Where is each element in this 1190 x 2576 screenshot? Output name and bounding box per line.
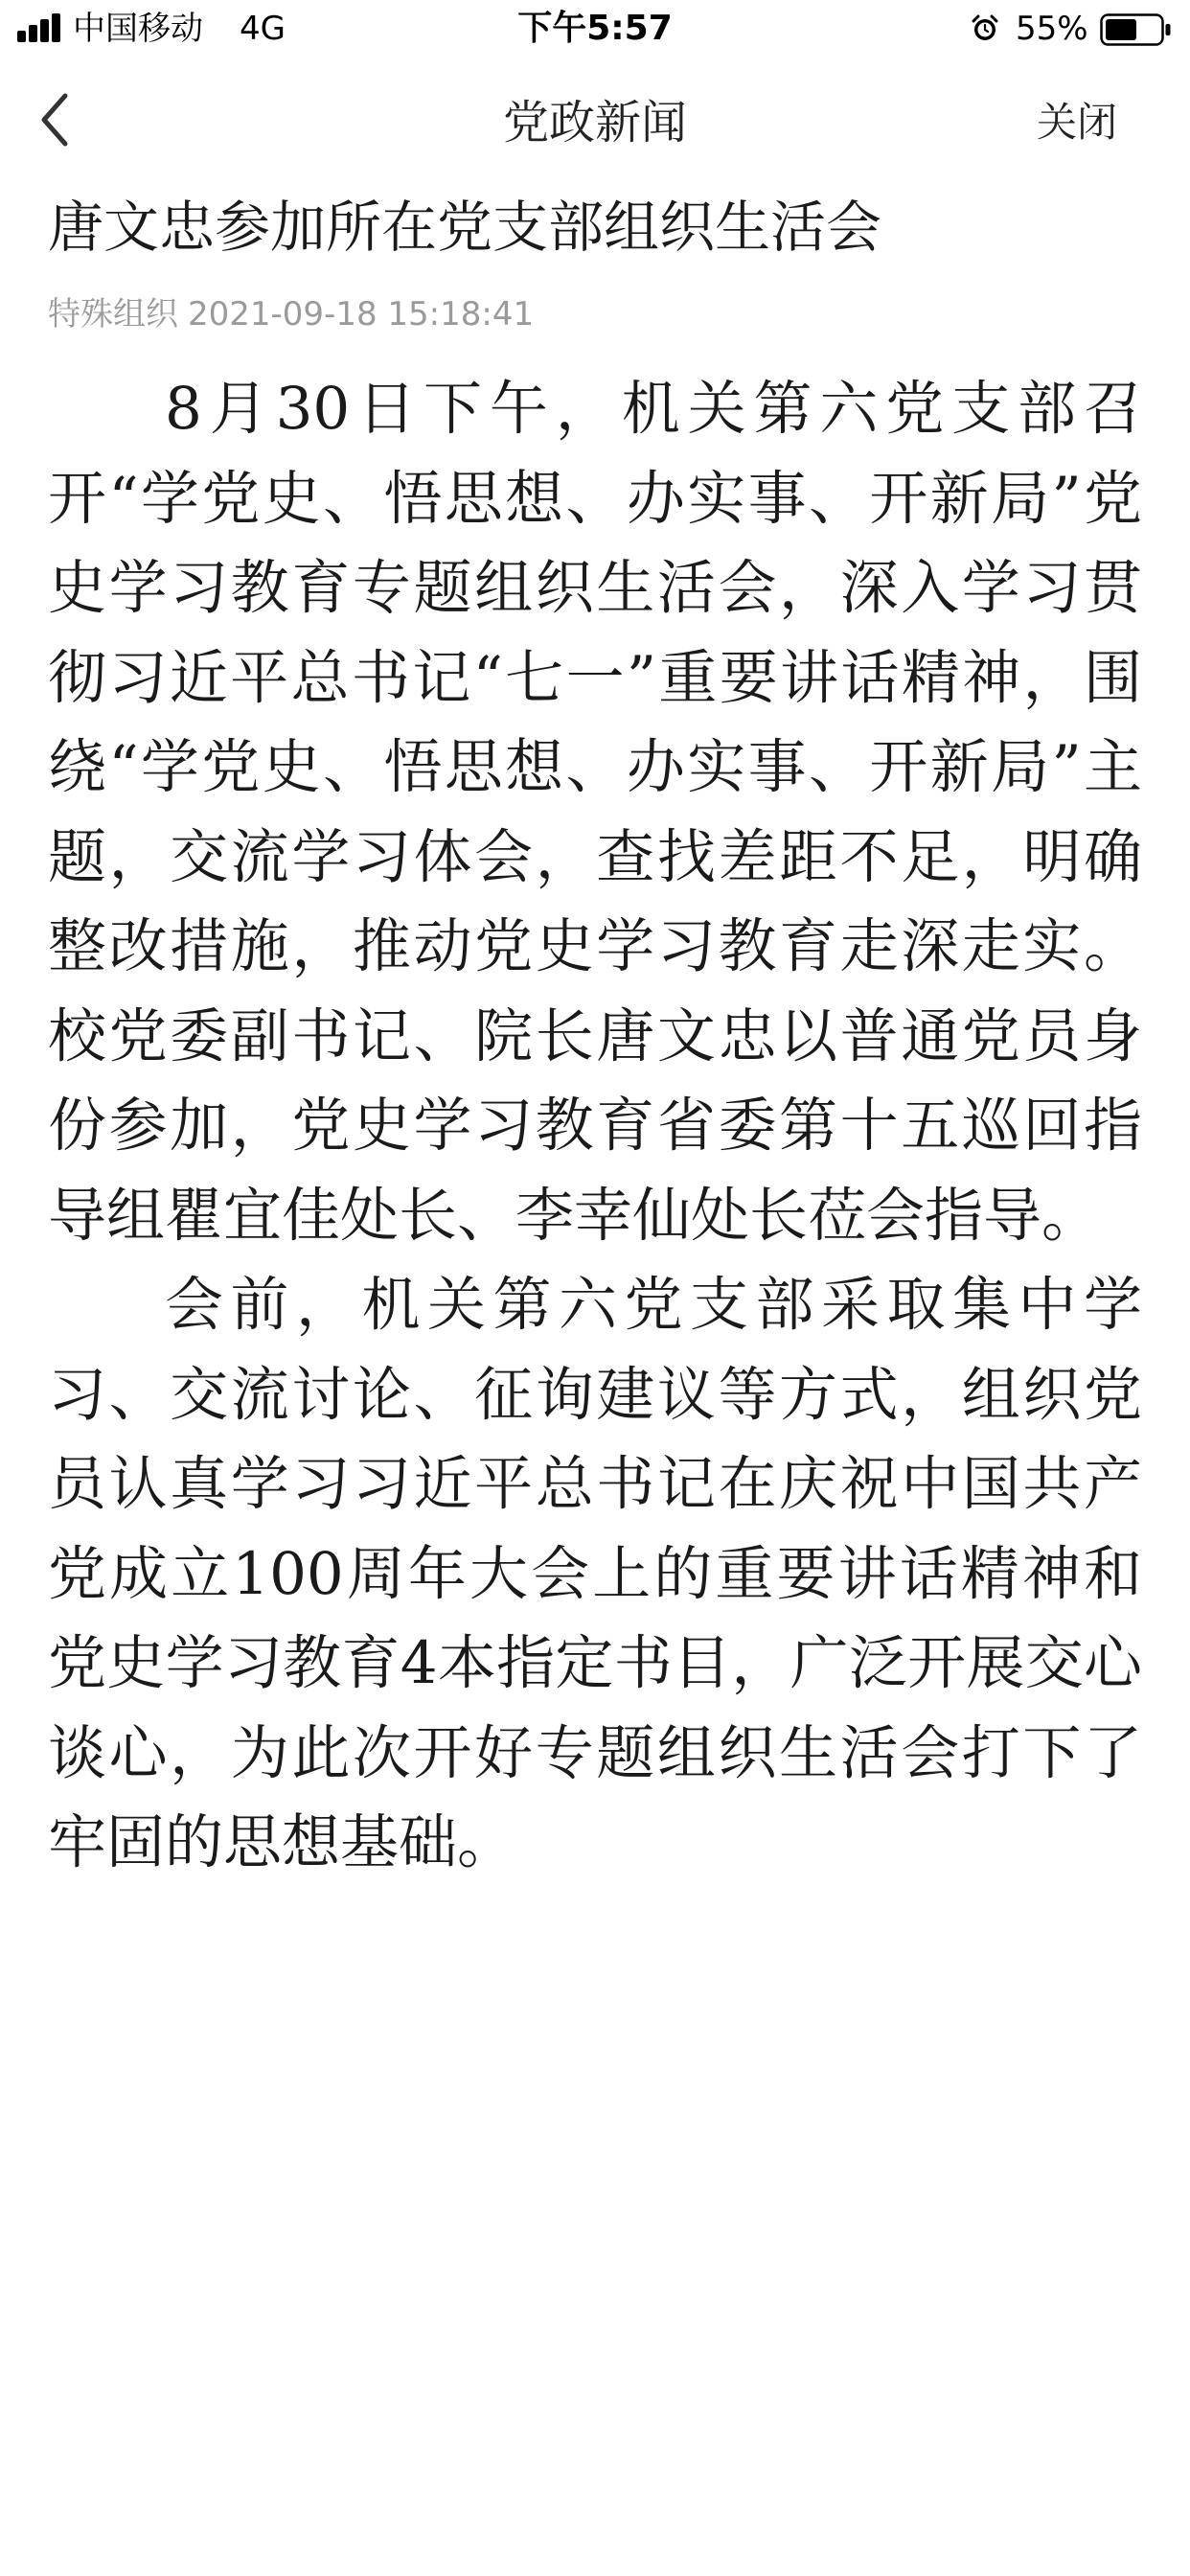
article-datetime: 2021-09-18 15:18:41 xyxy=(188,295,535,334)
status-time: 下午5:57 xyxy=(517,9,673,48)
close-button[interactable]: 关闭 xyxy=(1036,99,1117,146)
nav-bar xyxy=(0,61,1190,184)
article-meta xyxy=(48,289,534,339)
carrier-name: 中国移动 xyxy=(73,10,203,48)
network-type: 4G xyxy=(240,10,286,48)
article-paragraph: 8月30日下午，机关第六党支部召开“学党史、悟思想、办实事、开新局”党史学习教育专题组织生活会，深入学习贯彻习近平总书记“七一”重要讲话精神，围绕“学党史、悟思想、办实事、开新局”主题，交流学习体会，查找差距不足，明确整改措施，推动党史学习教育走深走实。校党委副书记、院长唐文忠以普通党员身份参加，党史学习教育省委第十五巡回指导组瞿宜佳处长、李幸仙处长莅会指导。 xyxy=(48,375,1142,1250)
alarm-icon xyxy=(970,13,1000,44)
status-bar xyxy=(0,0,1190,61)
article-paragraph: 会前，机关第六党支部采取集中学习、交流讨论、征询建议等方式，组织党员认真学习习近平总书记在庆祝中国共产党成立100周年大会上的重要讲话精神和党史学习教育4本指定书目，广泛开展交心谈心，为此次开好专题组织生活会打下了牢固的思想基础。 xyxy=(48,1271,1142,1876)
article-body xyxy=(48,364,1142,1888)
page-title: 党政新闻 xyxy=(502,96,687,150)
article-title: 唐文忠参加所在党支部组织生活会 xyxy=(48,195,882,260)
article-source: 特殊组织 xyxy=(48,295,178,334)
battery-percent: 55% xyxy=(1016,10,1088,48)
battery-icon xyxy=(1100,13,1173,46)
